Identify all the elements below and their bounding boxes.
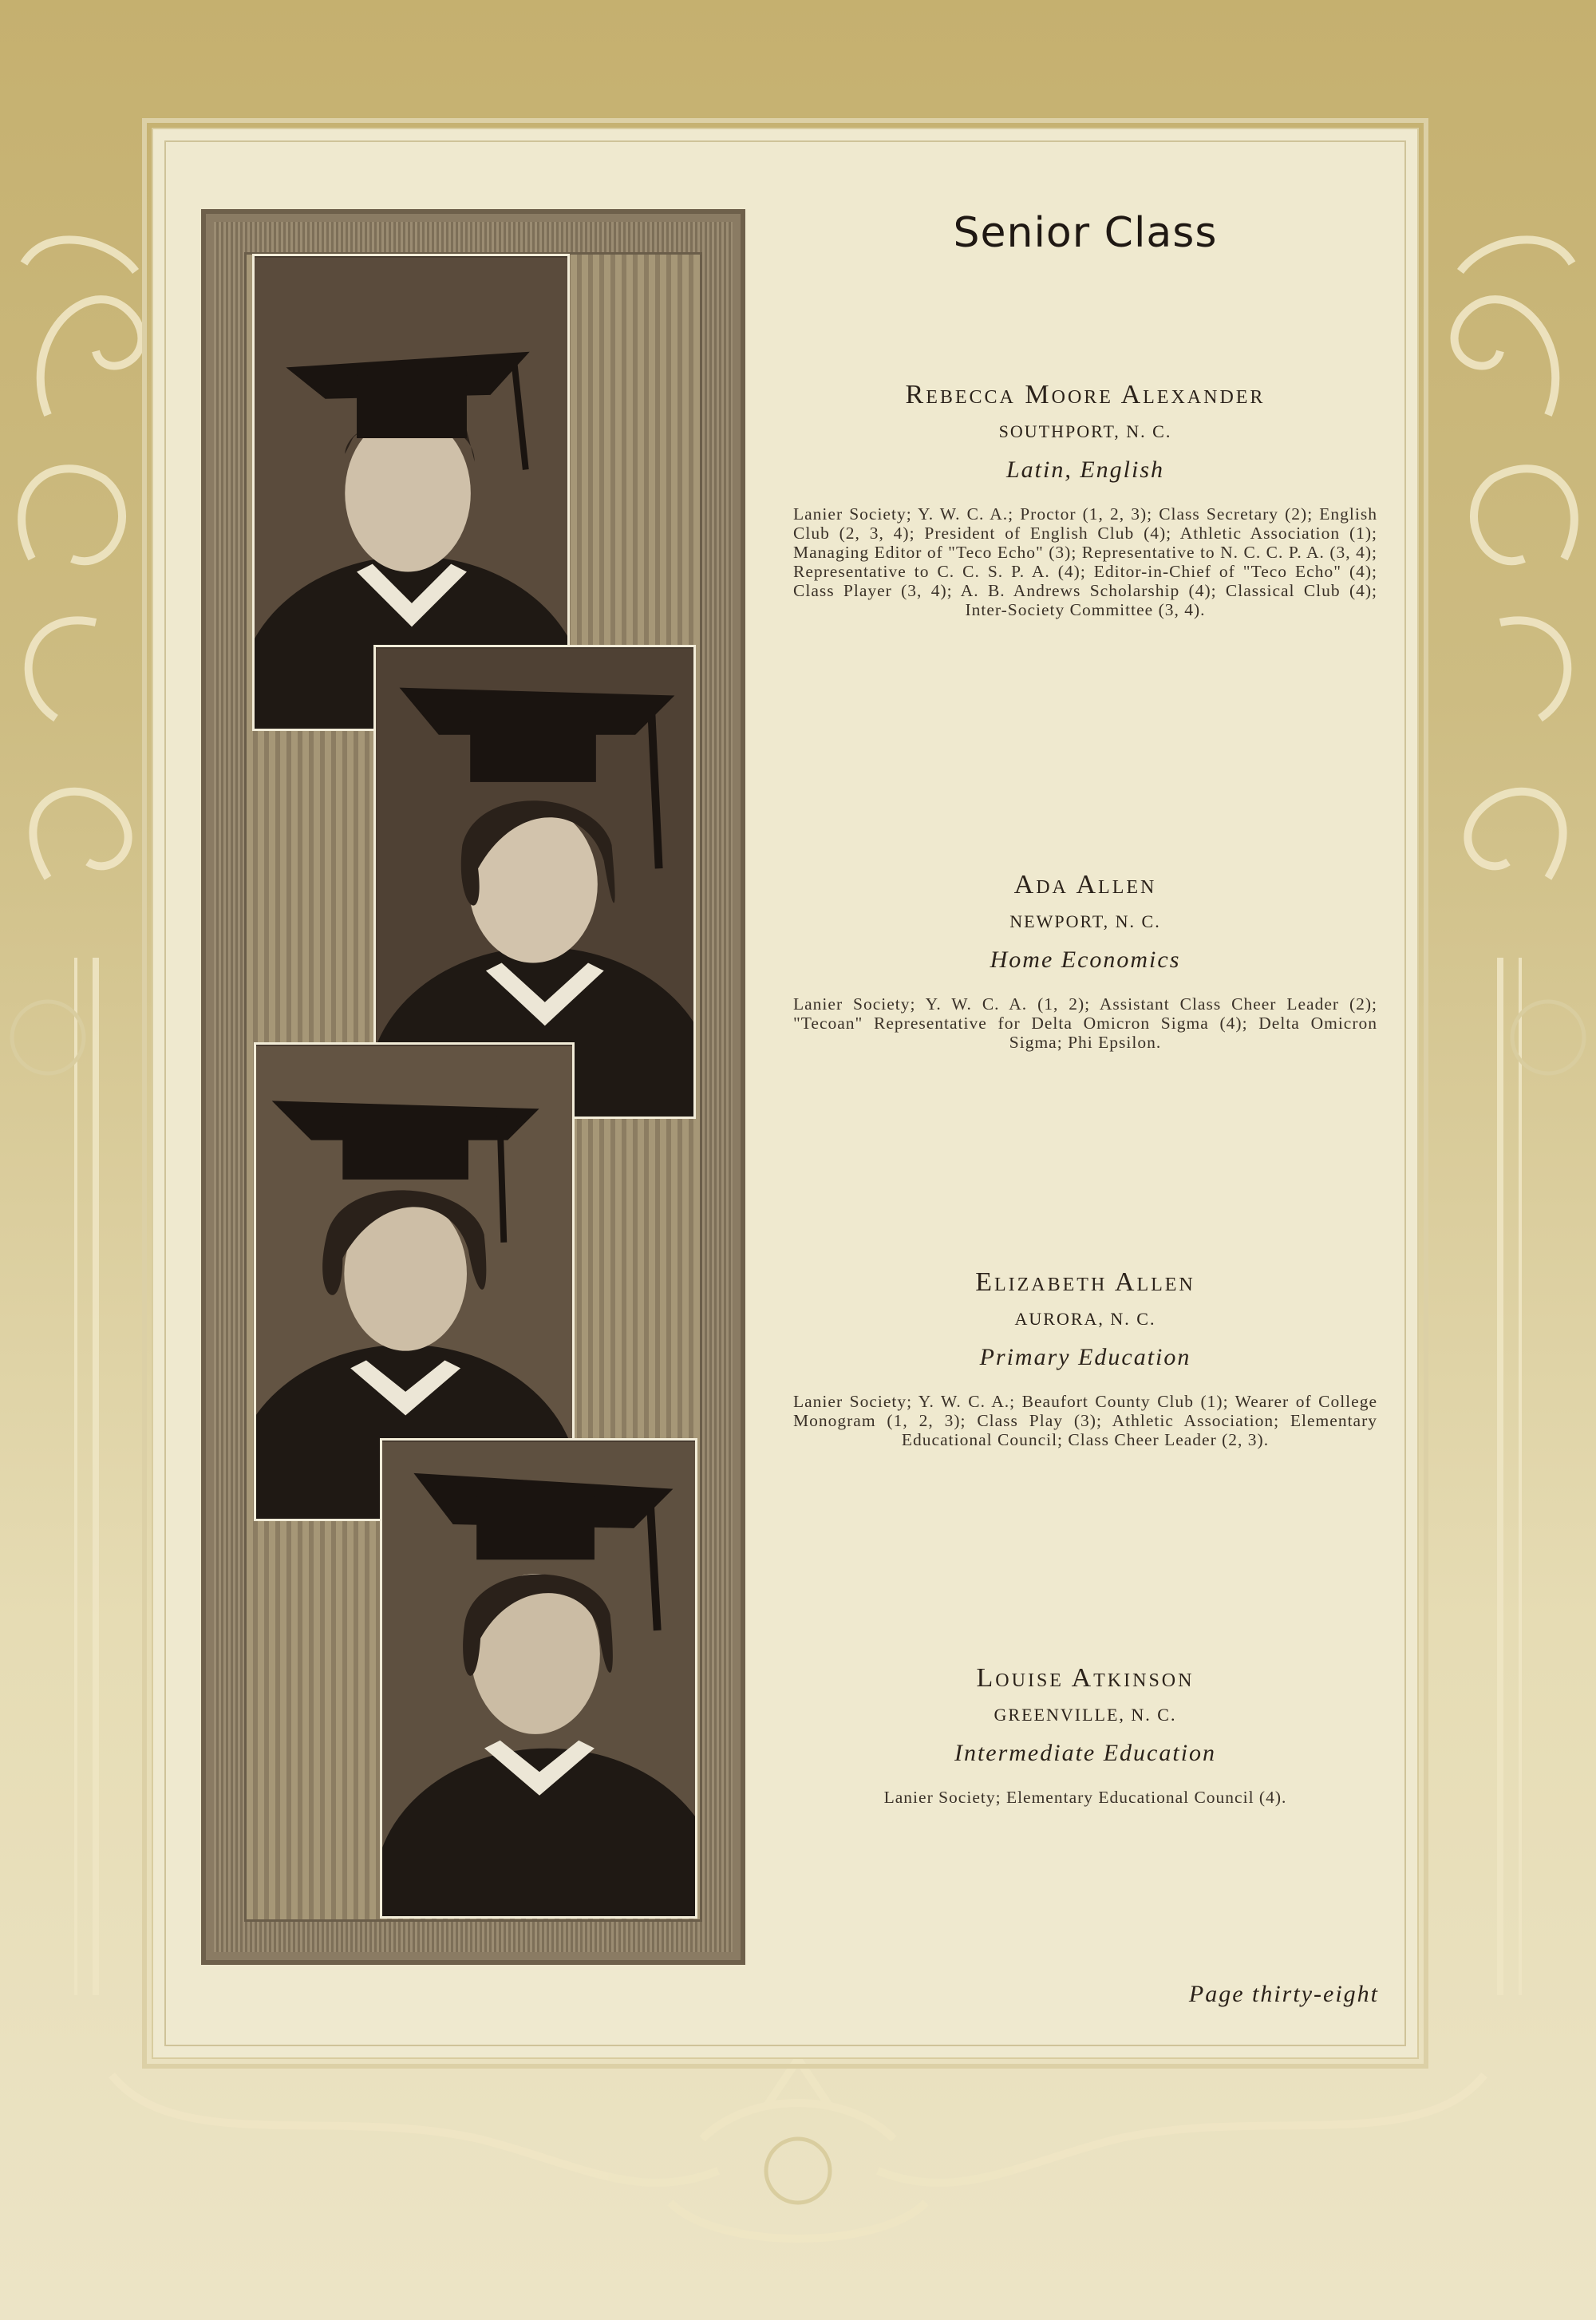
student-name: Elizabeth Allen (975, 1267, 1195, 1297)
portrait-photo (380, 1438, 697, 1919)
student-major: Latin, English (1005, 456, 1165, 483)
student-major: Primary Education (979, 1344, 1191, 1370)
student-entry (790, 870, 1381, 1052)
student-hometown: GREENVILLE, N. C. (994, 1705, 1177, 1725)
student-activities: Lanier Society; Y. W. C. A.; Proctor (1, 2, 3); Class Secretary (2); English Club (2, 3, 4); President of English Club (4); Athletic Association (1); Managing Editor of "Teco Echo" (3); Representative to N. C. C. P. A. (3, 4); Representative to C. C. S. P. A. (4); Editor-in-Chief of "Teco Echo" (4); Class Player (3, 4); A. B. Andrews Scholarship (4); Classical Club (4); Inter-Society Committee (3, 4). (793, 504, 1377, 619)
student-entry (790, 1663, 1381, 1807)
student-hometown: SOUTHPORT, N. C. (998, 421, 1172, 441)
student-entry (790, 380, 1381, 619)
page-number: Page thirty-eight (1188, 1981, 1379, 2007)
student-activities: Lanier Society; Elementary Educational Council (4). (883, 1788, 1287, 1807)
student-activities: Lanier Society; Y. W. C. A. (1, 2); Assistant Class Cheer Leader (2); "Tecoan" Representative for Delta Omicron Sigma (4); Delta Omicron Sigma; Phi Epsilon. (793, 994, 1377, 1052)
student-major: Intermediate Education (954, 1740, 1217, 1766)
graduate-portrait-icon (382, 1441, 695, 1916)
student-name: Ada Allen (1013, 870, 1157, 899)
student-hometown: NEWPORT, N. C. (1009, 911, 1161, 931)
student-name: Rebecca Moore Alexander (905, 380, 1266, 409)
student-hometown: AURORA, N. C. (1014, 1309, 1156, 1329)
page-title: Senior Class (953, 209, 1218, 257)
student-major: Home Economics (990, 947, 1181, 973)
student-name: Louise Atkinson (976, 1663, 1195, 1693)
student-activities: Lanier Society; Y. W. C. A.; Beaufort County Club (1); Wearer of College Monogram (1, 2, 3); Class Play (3); Athletic Association; Elementary Educational Council; Class Cheer Leader (2, 3). (793, 1392, 1377, 1449)
student-entry (790, 1267, 1381, 1449)
